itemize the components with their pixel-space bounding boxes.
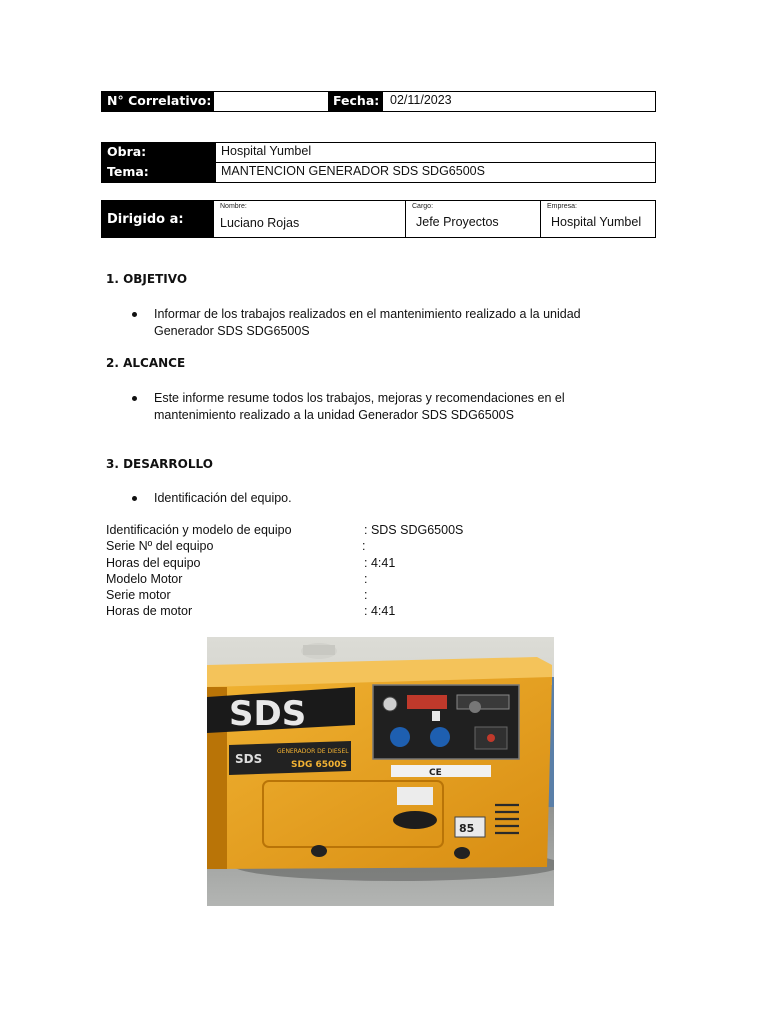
tema-value: MANTENCION GENERADOR SDS SDG6500S [215, 162, 656, 183]
nombre-value: Luciano Rojas [220, 216, 300, 230]
desarrollo-title: 3. DESARROLLO [106, 457, 213, 471]
empresa-label: Empresa: [547, 203, 577, 210]
equipment-label: Modelo Motor [106, 571, 183, 586]
equipment-row [106, 604, 526, 620]
desarrollo-bullet-text: Identificación del equipo. [154, 491, 292, 505]
equipment-label: Identificación y modelo de equipo [106, 523, 292, 537]
empresa-cell [540, 200, 656, 238]
equipment-value: : [364, 588, 368, 603]
cargo-value: Jefe Proyectos [416, 215, 499, 229]
equipment-row [106, 588, 526, 604]
tema-label: Tema: [101, 162, 215, 183]
alcance-line2: mantenimiento realizado a la unidad Generador SDS SDG6500S [154, 408, 514, 422]
equipment-value: : [362, 539, 366, 554]
ce-mark: CE [429, 768, 442, 778]
equipment-row [106, 556, 526, 572]
equipment-row [106, 539, 526, 555]
equipment-value: : SDS SDG6500S [364, 523, 464, 537]
panel-model-text: SDG 6500S [291, 760, 348, 770]
equipment-value: : [364, 571, 368, 586]
objetivo-line1: Informar de los trabajos realizados en el mantenimiento realizado a la unidad [154, 307, 581, 321]
correlativo-value [213, 91, 329, 112]
cargo-cell [405, 200, 541, 238]
alcance-title: 2. ALCANCE [106, 356, 186, 370]
correlativo-label: N° Correlativo: [101, 91, 213, 112]
cargo-label: Cargo: [412, 203, 434, 210]
brand-logo-text: SDS [229, 694, 307, 734]
equipment-row [106, 523, 526, 539]
equipment-list [106, 523, 526, 621]
equipment-label: Serie Nº del equipo [106, 539, 214, 554]
desarrollo-bullet [132, 496, 137, 501]
obra-label: Obra: [101, 142, 215, 162]
panel-brand-text: SDS [235, 752, 263, 766]
generator-photo [207, 637, 554, 906]
alcance-line1: Este informe resume todos los trabajos, mejoras y recomendaciones en el [154, 391, 565, 405]
panel-subtitle-text: GENERADOR DE DIESEL [277, 748, 349, 755]
equipment-label: Serie motor [106, 588, 171, 603]
noise-badge: 85 [459, 822, 475, 835]
equipment-value: : 4:41 [364, 555, 396, 570]
equipment-label: Horas del equipo [106, 555, 201, 570]
nombre-label: Nombre: [220, 203, 247, 210]
equipment-label: Horas de motor [106, 604, 193, 619]
fecha-value: 02/11/2023 [382, 91, 656, 112]
objetivo-line2: Generador SDS SDG6500S [154, 324, 310, 338]
equipment-value: : 4:41 [364, 604, 396, 619]
alcance-bullet [132, 396, 137, 401]
equipment-row [106, 572, 526, 588]
objetivo-bullet [132, 312, 137, 317]
objetivo-title: 1. OBJETIVO [106, 272, 188, 286]
obra-value: Hospital Yumbel [215, 142, 656, 163]
generator-illustration [207, 637, 554, 906]
nombre-cell [213, 200, 406, 238]
empresa-value: Hospital Yumbel [551, 215, 642, 229]
dirigido-label: Dirigido a: [101, 200, 213, 238]
fecha-label: Fecha: [328, 91, 382, 112]
